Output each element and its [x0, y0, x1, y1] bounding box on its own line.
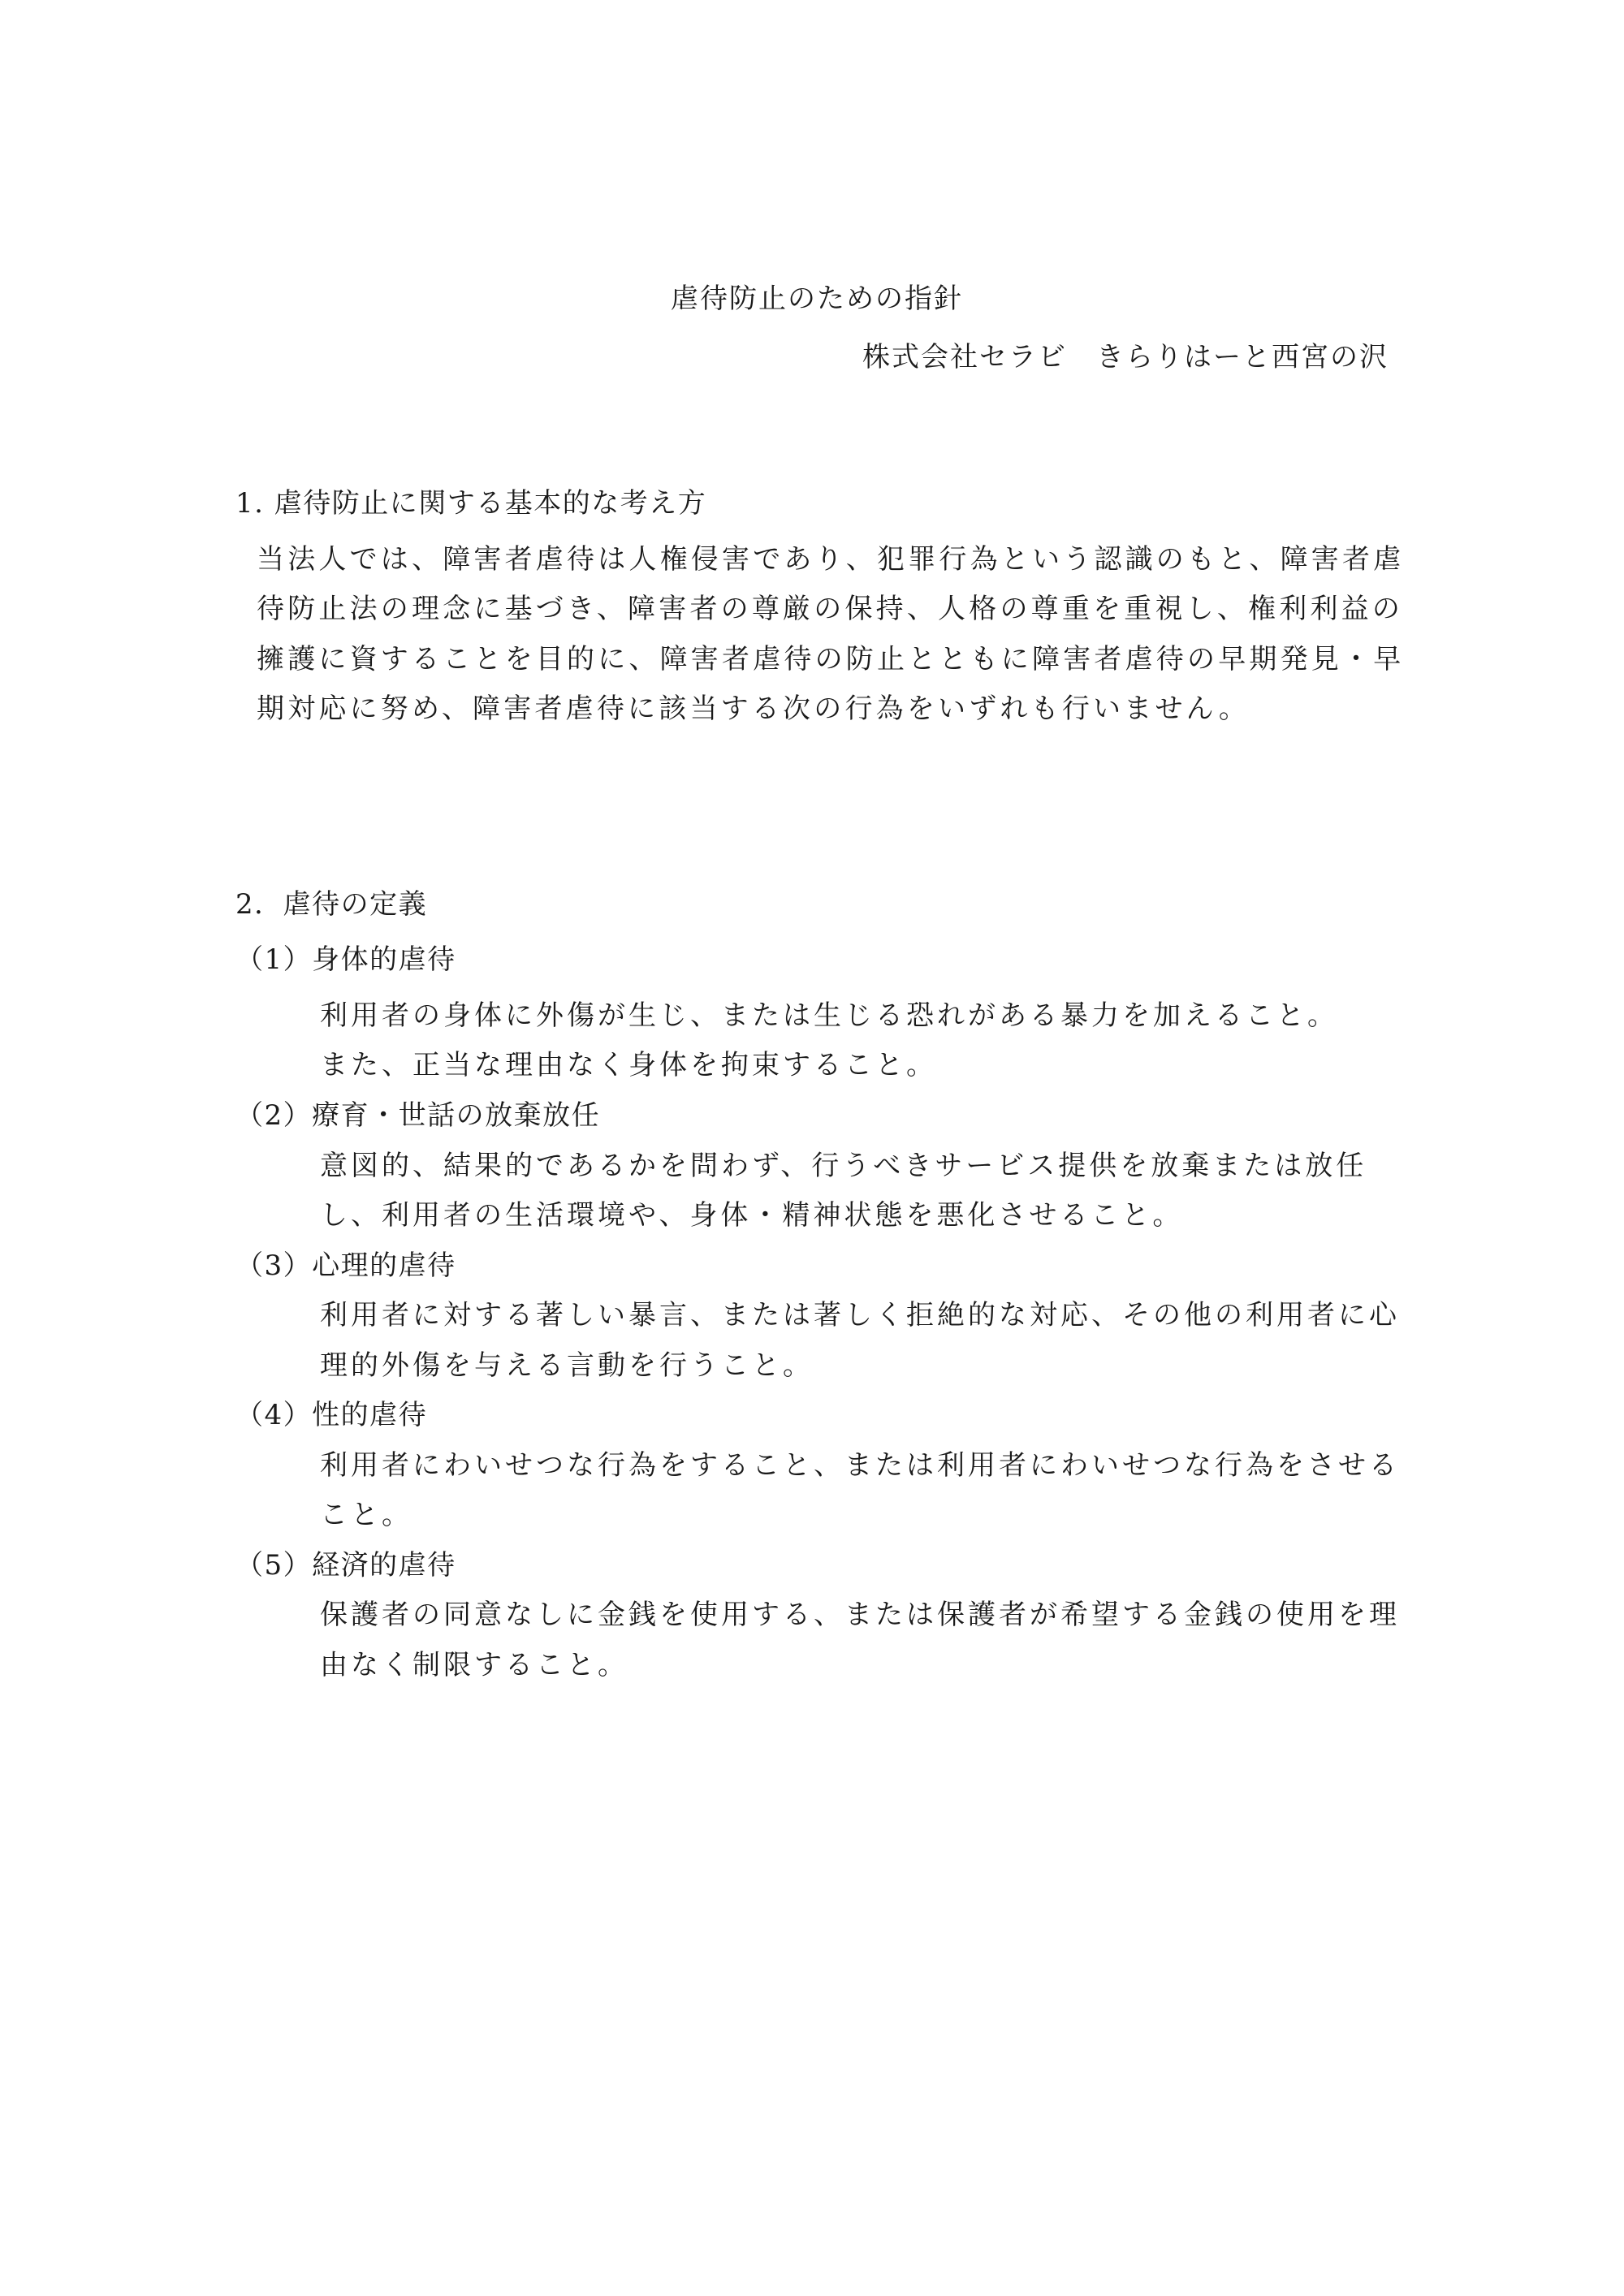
item-body-line: 意図的、結果的であるかを問わず、行うべきサービス提供を放棄または放任 [320, 1150, 1367, 1182]
organization-name: 株式会社セラビ きらりはーと西宮の沢 [862, 341, 1389, 373]
section2-heading: 2．虐待の定義 [235, 888, 428, 921]
item-body-line: こと。 [320, 1499, 412, 1531]
item-body-line: 利用者の身体に外傷が生じ、または生じる恐れがある暴力を加えること。 [320, 999, 1338, 1032]
item-heading-economic: （5）経済的虐待 [235, 1549, 456, 1582]
item-body-line: また、正当な理由なく身体を拘束すること。 [320, 1049, 937, 1081]
item-body-line: 由なく制限すること。 [320, 1649, 628, 1681]
item-heading-physical: （1）身体的虐待 [235, 943, 456, 976]
section1-line: 擁護に資することを目的に、障害者虐待の防止とともに障害者虐待の早期発見・早 [257, 643, 1405, 675]
section1-heading: 1. 虐待防止に関する基本的な考え方 [235, 487, 707, 520]
item-body-line: 利用者に対する著しい暴言、または著しく拒絶的な対応、その他の利用者に心 [320, 1299, 1400, 1331]
item-body-line: し、利用者の生活環境や、身体・精神状態を悪化させること。 [320, 1199, 1184, 1232]
section1-line: 当法人では、障害者虐待は人権侵害であり、犯罪行為という認識のもと、障害者虐 [257, 543, 1405, 576]
document-title: 虐待防止のための指針 [671, 283, 963, 315]
item-body-line: 利用者にわいせつな行為をすること、または利用者にわいせつな行為をさせる [320, 1449, 1400, 1482]
item-heading-psychological: （3）心理的虐待 [235, 1249, 456, 1282]
item-body-line: 保護者の同意なしに金銭を使用する、または保護者が希望する金銭の使用を理 [320, 1599, 1400, 1631]
item-heading-sexual: （4）性的虐待 [235, 1399, 428, 1431]
section1-line: 待防止法の理念に基づき、障害者の尊厳の保持、人格の尊重を重視し、権利利益の [257, 593, 1404, 625]
item-heading-neglect: （2）療育・世話の放棄放任 [235, 1099, 601, 1132]
section1-line: 期対応に努め、障害者虐待に該当する次の行為をいずれも行いません。 [257, 693, 1250, 725]
item-body-line: 理的外傷を与える言動を行うこと。 [320, 1349, 814, 1382]
